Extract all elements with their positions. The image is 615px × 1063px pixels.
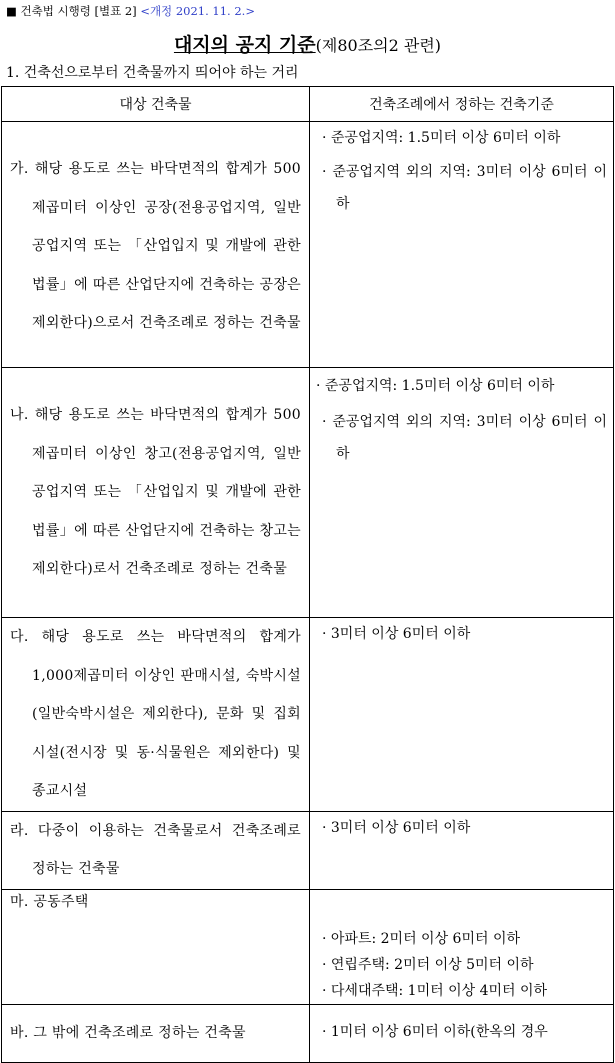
target-text: 라. 다중이 이용하는 건축물로서 건축조례로 정하는 건축물 [10,822,301,877]
target-text: 다. 해당 용도로 쓰는 바닥면적의 합계가 1,000제곱미터 이상인 판매시설, 숙박시설(일반숙박시설은 제외한다), 문화 및 집회시설(전시장 및 동·식물원은 제외한다) 및 종교시설 [10,629,301,799]
criteria-item: · 준공업지역 외의 지역: 3미터 이상 6미터 이하 [322,164,607,212]
table-header-row [2,87,614,122]
table-row [2,811,614,889]
criteria-cell [310,368,614,618]
criteria-item: · 다세대주택: 1미터 이상 4미터 이하 [322,982,548,999]
target-text: 나. 해당 용도로 쓰는 바닥면적의 합계가 500제곱미터 이상인 창고(전용공업지역, 일반공업지역 또는 「산업입지 및 개발에 관한 법률」에 따른 산업단지에 건축하는 창고는 제외한다)로서 건축조례로 정하는 건축물 [10,407,301,577]
criteria-item: · 3미터 이상 6미터 이하 [322,626,471,642]
criteria-item: · 준공업지역 외의 지역: 3미터 이상 6미터 이하 [322,414,607,462]
title-main: 대지의 공지 기준 [173,34,316,56]
target-text: 마. 공동주택 [10,893,89,910]
target-cell [2,811,310,889]
table-row [2,889,614,1004]
amendment-date: <개정 2021. 11. 2.> [140,4,255,18]
header-prefix: ■ 건축법 시행령 [별표 2] [6,4,137,18]
criteria-cell [310,889,614,1004]
criteria-cell [310,122,614,368]
criteria-item: · 3미터 이상 6미터 이하 [322,819,471,836]
page-title [0,30,615,57]
table-row [2,1004,614,1062]
target-cell [2,368,310,618]
criteria-item: · 준공업지역: 1.5미터 이상 6미터 이하 [322,130,561,146]
table-row [2,122,614,368]
criteria-cell [310,1004,614,1062]
target-cell [2,618,310,812]
criteria-item: · 준공업지역: 1.5미터 이상 6미터 이하 [316,378,555,394]
target-cell [2,889,310,1004]
target-text: 가. 해당 용도로 쓰는 바닥면적의 합계가 500제곱미터 이상인 공장(전용공업지역, 일반공업지역 또는 「산업입지 및 개발에 관한 법률」에 따른 산업단지에 건축하는 공장은 제외한다)으로서 건축조례로 정하는 건축물 [10,161,301,331]
header-target: 대상 건축물 [2,87,310,122]
target-cell [2,122,310,368]
document-header [6,3,255,19]
target-cell [2,1004,310,1062]
criteria-item: · 1미터 이상 6미터 이하(한옥의 경우 [322,1024,548,1040]
title-sub: (제80조의2 관련) [315,36,442,55]
criteria-item: · 아파트: 2미터 이상 6미터 이하 [322,930,520,947]
criteria-cell [310,618,614,812]
table-row [2,618,614,812]
criteria-cell [310,811,614,889]
criteria-item: · 연립주택: 2미터 이상 5미터 이하 [322,956,534,973]
table-row [2,368,614,618]
criteria-table [1,86,614,1063]
header-criteria: 건축조례에서 정하는 건축기준 [310,87,614,122]
target-text: 바. 그 밖에 건축조례로 정하는 건축물 [10,1025,246,1041]
section-heading: 1. 건축선으로부터 건축물까지 띄어야 하는 거리 [6,65,299,81]
